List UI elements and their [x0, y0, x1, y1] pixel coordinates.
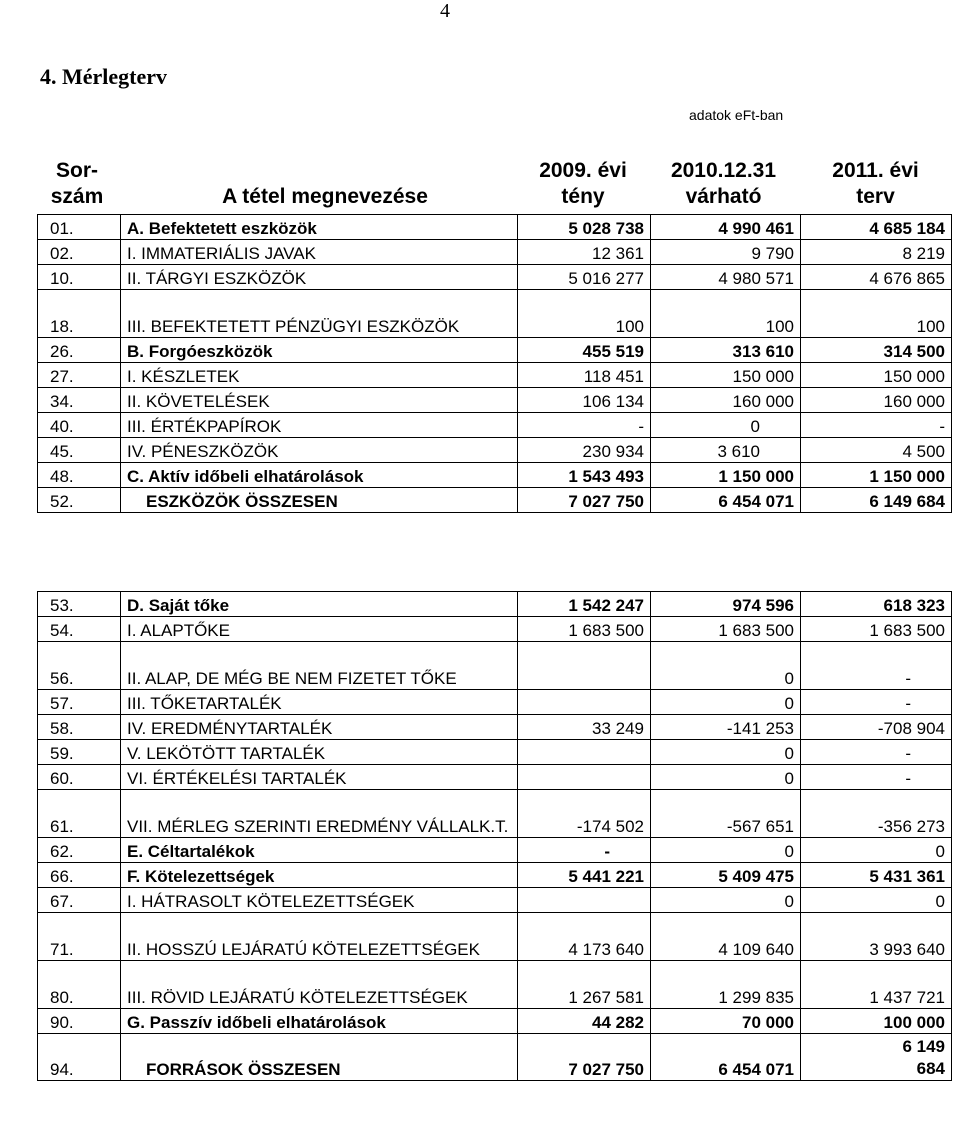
- value-2011: 8 219: [801, 240, 952, 265]
- page-number: 4: [440, 0, 450, 22]
- row-number: 58.: [38, 715, 121, 740]
- value-2010: 0: [651, 642, 801, 690]
- value-2011: 618 323: [801, 592, 952, 617]
- table-row: [38, 265, 952, 290]
- value-2010: 3 610: [651, 438, 801, 463]
- row-number: 57.: [38, 690, 121, 715]
- table-row: [38, 690, 952, 715]
- row-number: 80.: [38, 961, 121, 1009]
- row-number: 90.: [38, 1009, 121, 1034]
- table-row: [38, 642, 952, 690]
- value-2010: 0: [651, 413, 801, 438]
- header-2011-line2: terv: [856, 185, 895, 208]
- value-2010: -141 253: [651, 715, 801, 740]
- value-2011: 1 437 721: [801, 961, 952, 1009]
- row-number: 53.: [38, 592, 121, 617]
- value-2010: 6 454 071: [651, 488, 801, 513]
- table-row: [38, 617, 952, 642]
- value-2009: 5 028 738: [518, 215, 651, 240]
- table-row-total: [38, 488, 952, 513]
- table-row: [38, 740, 952, 765]
- value-2009: 1 267 581: [518, 961, 651, 1009]
- value-2010: 0: [651, 690, 801, 715]
- value-2009: 1 542 247: [518, 592, 651, 617]
- item-name: F. Kötelezettségek: [121, 863, 518, 888]
- table-row: [38, 240, 952, 265]
- column-header-sorszam: [37, 158, 117, 210]
- table-row: [38, 765, 952, 790]
- row-number: 40.: [38, 413, 121, 438]
- value-2011: 100: [801, 290, 952, 338]
- table-row: [38, 1009, 952, 1034]
- table-row-total: [38, 1034, 952, 1081]
- row-number: 27.: [38, 363, 121, 388]
- value-2010: 6 454 071: [651, 1034, 801, 1081]
- value-2009: -: [518, 838, 651, 863]
- table-row: [38, 338, 952, 363]
- value-2010: -567 651: [651, 790, 801, 838]
- value-2011: 3 993 640: [801, 913, 952, 961]
- value-2011: 6 149 684: [801, 1034, 952, 1081]
- table-row: [38, 388, 952, 413]
- item-name: II. HOSSZÚ LEJÁRATÚ KÖTELEZETTSÉGEK: [121, 913, 518, 961]
- item-name: G. Passzív időbeli elhatárolások: [121, 1009, 518, 1034]
- value-2009: 455 519: [518, 338, 651, 363]
- value-2010: 9 790: [651, 240, 801, 265]
- value-2011: 4 685 184: [801, 215, 952, 240]
- item-name: IV. EREDMÉNYTARTALÉK: [121, 715, 518, 740]
- value-2010: 0: [651, 888, 801, 913]
- column-header-2011: [800, 158, 951, 210]
- value-2009: [518, 642, 651, 690]
- table-row: [38, 463, 952, 488]
- value-2011: -: [801, 413, 952, 438]
- value-2010: 4 980 571: [651, 265, 801, 290]
- item-name: E. Céltartalékok: [121, 838, 518, 863]
- value-2009: [518, 740, 651, 765]
- value-2011: 6 149 684: [801, 488, 952, 513]
- row-number: 62.: [38, 838, 121, 863]
- table-row: [38, 363, 952, 388]
- value-2010: 1 299 835: [651, 961, 801, 1009]
- value-2010: 1 683 500: [651, 617, 801, 642]
- item-name: A. Befektetett eszközök: [121, 215, 518, 240]
- value-2011: 314 500: [801, 338, 952, 363]
- value-2009: -: [518, 413, 651, 438]
- value-2010: 974 596: [651, 592, 801, 617]
- item-name: II. TÁRGYI ESZKÖZÖK: [121, 265, 518, 290]
- value-2009: 4 173 640: [518, 913, 651, 961]
- value-2009: [518, 888, 651, 913]
- row-number: 59.: [38, 740, 121, 765]
- item-name: III. TŐKETARTALÉK: [121, 690, 518, 715]
- item-name: IV. PÉNESZKÖZÖK: [121, 438, 518, 463]
- table-row: [38, 290, 952, 338]
- header-2009-line1: 2009. évi: [539, 159, 627, 182]
- header-2011-line1: 2011. évi: [832, 159, 919, 182]
- row-number: 48.: [38, 463, 121, 488]
- value-2009: 1 683 500: [518, 617, 651, 642]
- row-number: 02.: [38, 240, 121, 265]
- item-name: III. RÖVID LEJÁRATÚ KÖTELEZETTSÉGEK: [121, 961, 518, 1009]
- item-name: III. BEFEKTETETT PÉNZÜGYI ESZKÖZÖK: [121, 290, 518, 338]
- value-2010: 150 000: [651, 363, 801, 388]
- table-row: [38, 888, 952, 913]
- value-2011: -: [801, 690, 952, 715]
- row-number: 66.: [38, 863, 121, 888]
- value-2010: 0: [651, 765, 801, 790]
- value-2011: 0: [801, 838, 952, 863]
- item-name: D. Saját tőke: [121, 592, 518, 617]
- value-2011: 4 500: [801, 438, 952, 463]
- row-number: 26.: [38, 338, 121, 363]
- value-2009: 118 451: [518, 363, 651, 388]
- row-number: 94.: [38, 1034, 121, 1081]
- item-name: V. LEKÖTÖTT TARTALÉK: [121, 740, 518, 765]
- section-heading: 4. Mérlegterv: [40, 64, 168, 89]
- value-2011: -: [801, 642, 952, 690]
- value-2010: 0: [651, 740, 801, 765]
- value-2010: 4 990 461: [651, 215, 801, 240]
- value-2011: 4 676 865: [801, 265, 952, 290]
- header-2010-line2: várható: [685, 185, 762, 208]
- value-2011: -: [801, 765, 952, 790]
- item-name: I. HÁTRASOLT KÖTELEZETTSÉGEK: [121, 888, 518, 913]
- row-number: 67.: [38, 888, 121, 913]
- item-name: II. ALAP, DE MÉG BE NEM FIZETET TŐKE: [121, 642, 518, 690]
- table-row: [38, 838, 952, 863]
- row-number: 34.: [38, 388, 121, 413]
- value-2011: -: [801, 740, 952, 765]
- unit-note: adatok eFt-ban: [689, 107, 784, 123]
- item-name: I. ALAPTŐKE: [121, 617, 518, 642]
- column-header-2010: [651, 158, 796, 210]
- table-row: [38, 961, 952, 1009]
- table-row: [38, 913, 952, 961]
- header-2009-line2: tény: [561, 185, 605, 208]
- column-header-2009: [520, 158, 646, 210]
- value-2010: 100: [651, 290, 801, 338]
- item-name: III. ÉRTÉKPAPÍROK: [121, 413, 518, 438]
- value-2010: 1 150 000: [651, 463, 801, 488]
- table-row: [38, 592, 952, 617]
- table-row: [38, 863, 952, 888]
- value-2009: 7 027 750: [518, 488, 651, 513]
- value-2009: 44 282: [518, 1009, 651, 1034]
- value-2011: 5 431 361: [801, 863, 952, 888]
- row-number: 54.: [38, 617, 121, 642]
- value-2009: 1 543 493: [518, 463, 651, 488]
- value-2011: 0: [801, 888, 952, 913]
- table-row: [38, 413, 952, 438]
- table-row: [38, 215, 952, 240]
- item-name: VII. MÉRLEG SZERINTI EREDMÉNY VÁLLALK.T.: [121, 790, 518, 838]
- value-2009: 106 134: [518, 388, 651, 413]
- value-2011: 1 150 000: [801, 463, 952, 488]
- value-2009: 7 027 750: [518, 1034, 651, 1081]
- value-2009: 100: [518, 290, 651, 338]
- row-number: 60.: [38, 765, 121, 790]
- row-number: 18.: [38, 290, 121, 338]
- item-name: I. IMMATERIÁLIS JAVAK: [121, 240, 518, 265]
- value-2009: 230 934: [518, 438, 651, 463]
- value-2009: 12 361: [518, 240, 651, 265]
- value-2010: 70 000: [651, 1009, 801, 1034]
- table-row: [38, 790, 952, 838]
- value-2009: 33 249: [518, 715, 651, 740]
- value-2010: 313 610: [651, 338, 801, 363]
- header-sor-line2: szám: [50, 185, 104, 208]
- header-sor-line1: Sor-: [56, 159, 98, 182]
- row-number: 01.: [38, 215, 121, 240]
- value-2009: [518, 765, 651, 790]
- item-name: VI. ÉRTÉKELÉSI TARTALÉK: [121, 765, 518, 790]
- value-2011: 100 000: [801, 1009, 952, 1034]
- value-2009: [518, 690, 651, 715]
- table-row: [38, 715, 952, 740]
- row-number: 61.: [38, 790, 121, 838]
- value-2010: 5 409 475: [651, 863, 801, 888]
- table-row: [38, 438, 952, 463]
- value-2009: -174 502: [518, 790, 651, 838]
- value-2009: 5 016 277: [518, 265, 651, 290]
- item-name: I. KÉSZLETEK: [121, 363, 518, 388]
- value-2011: -356 273: [801, 790, 952, 838]
- value-2010: 4 109 640: [651, 913, 801, 961]
- item-name: II. KÖVETELÉSEK: [121, 388, 518, 413]
- column-header-name: A tétel megnevezése: [222, 185, 428, 208]
- value-2009: 5 441 221: [518, 863, 651, 888]
- item-name: B. Forgóeszközök: [121, 338, 518, 363]
- row-number: 45.: [38, 438, 121, 463]
- row-number: 52.: [38, 488, 121, 513]
- liabilities-table: [37, 591, 952, 1081]
- row-number: 71.: [38, 913, 121, 961]
- row-number: 10.: [38, 265, 121, 290]
- value-2011: -708 904: [801, 715, 952, 740]
- value-2011: 160 000: [801, 388, 952, 413]
- item-name: ESZKÖZÖK ÖSSZESEN: [121, 488, 518, 513]
- value-2010: 160 000: [651, 388, 801, 413]
- value-2011: 150 000: [801, 363, 952, 388]
- item-name: FORRÁSOK ÖSSZESEN: [121, 1034, 518, 1081]
- item-name: C. Aktív időbeli elhatárolások: [121, 463, 518, 488]
- value-2011: 1 683 500: [801, 617, 952, 642]
- row-number: 56.: [38, 642, 121, 690]
- header-2010-line1: 2010.12.31: [670, 159, 777, 182]
- assets-table: [37, 214, 952, 513]
- value-2010: 0: [651, 838, 801, 863]
